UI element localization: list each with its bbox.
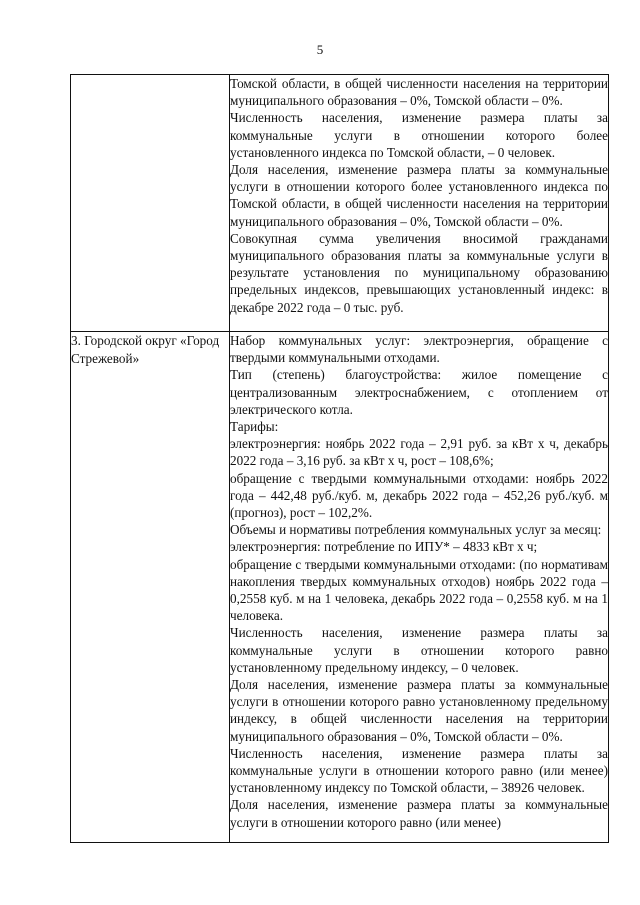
municipality-table	[70, 74, 609, 843]
paragraph: Совокупная сумма увеличения вносимой гражданами муниципального образования платы за коммунальные услуги в результате установления по муниципальному образованию предельных индексов, превышающих установленный индекс: в декабре 2022 года – 0 тыс. руб.	[230, 230, 608, 315]
paragraph: электроэнергия: ноябрь 2022 года – 2,91 руб. за кВт х ч, декабрь 2022 года – 3,16 руб. за кВт х ч, рост – 108,6%;	[230, 436, 608, 469]
page-number: 5	[316, 42, 324, 57]
paragraph: Доля населения, изменение размера платы за коммунальные услуги в отношении которого равно установленному предельному индексу, в общей численности населения на территории муниципального образования – 0%, Томской области – 0%.	[230, 677, 608, 744]
paragraph: Доля населения, изменение размера платы за коммунальные услуги в отношении которого более установленного индекса по Томской области, в общей численности населения на территории муниципального образования – 0%, Томской области – 0%.	[230, 162, 608, 229]
municipality-name: 3. Городской округ «Город Стрежевой»	[71, 333, 220, 366]
paragraph: Томской области, в общей численности населения на территории муниципального образования – 0%, Томской области – 0%.	[230, 76, 608, 109]
paragraph: Набор коммунальных услуг: электроэнергия, обращение с твердыми коммунальными отходами.	[230, 333, 608, 366]
municipality-name-cell	[71, 75, 230, 332]
description-cell	[230, 332, 609, 843]
paragraph: обращение с твердыми коммунальными отходами: ноябрь 2022 года – 442,48 руб./куб. м, декабрь 2022 года – 452,26 руб./куб. м (прогноз), рост – 102,2%.	[230, 470, 608, 521]
paragraph: Численность населения, изменение размера платы за коммунальные услуги в отношении которого более установленного индекса по Томской области, – 0 человек.	[230, 110, 608, 160]
paragraph: Объемы и нормативы потребления коммунальных услуг за месяц:	[230, 522, 602, 538]
paragraph: Численность населения, изменение размера платы за коммунальные услуги в отношении которого равно (или менее) установленному индексу по Томской области, – 38926 человек.	[230, 745, 608, 796]
municipality-name-cell	[71, 332, 230, 843]
paragraph: обращение с твердыми коммунальными отходами: (по нормативам накопления твердых коммунальных отходов) ноябрь 2022 года – 0,2558 куб. м на 1 человека, декабрь 2022 года – 0,2558 куб. м на 1 человека.	[230, 556, 608, 624]
paragraph: Доля населения, изменение размера платы за коммунальные услуги в отношении которого равно (или менее)	[230, 797, 608, 830]
paragraph: электроэнергия: потребление по ИПУ* – 4833 кВт х ч;	[230, 539, 538, 555]
table-row	[71, 75, 609, 332]
paragraph: Численность населения, изменение размера платы за коммунальные услуги в отношении которого равно установленному предельному индексу, – 0 человек.	[230, 625, 608, 675]
description-cell	[230, 75, 609, 332]
paragraph: Тип (степень) благоустройства: жилое помещение с централизованным электроснабжением, с отоплением от электрического котла.	[230, 367, 608, 417]
table-row	[71, 332, 609, 843]
paragraph: Тарифы:	[230, 419, 279, 435]
